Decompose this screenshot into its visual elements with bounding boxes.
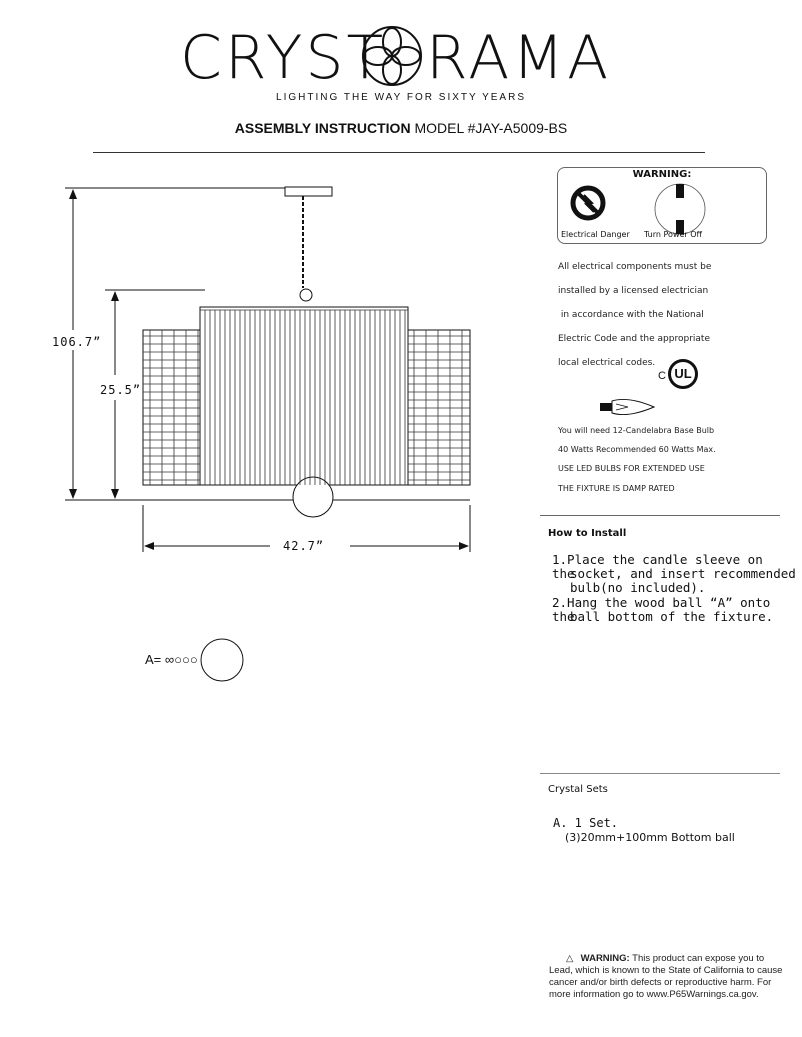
bulb-note: USE LED BULBS FOR EXTENDED USE (558, 464, 705, 473)
page-title (0, 120, 802, 136)
prop65-label: WARNING: (580, 953, 630, 964)
warning-box (557, 167, 767, 244)
crystal-divider (540, 773, 780, 774)
ul-text: UL (674, 366, 692, 381)
ball-a-label: A= ∞○○○ (145, 652, 198, 667)
install-step: 2.Hang the wood ball “A” onto the (552, 595, 771, 624)
install-step: socket, and insert recommended (570, 566, 796, 581)
crystal-set-line: A. 1 Set. (553, 816, 619, 830)
model-number: MODEL #JAY-A5009-BS (414, 120, 568, 136)
electrical-note: local electrical codes. (558, 358, 656, 368)
crystal-set-detail: (3)20mm+100mm Bottom ball (565, 831, 735, 844)
install-step: bulb(no included). (570, 580, 706, 595)
electrical-note: Electric Code and the appropriate (558, 334, 710, 344)
logo-emblem-icon (360, 24, 424, 88)
warning-triangle-icon: △ (566, 953, 574, 964)
bulb-note: You will need 12-Candelabra Base Bulb (558, 426, 715, 435)
install-step: ball bottom of the fixture. (570, 609, 774, 624)
electrical-note: installed by a licensed electrician (558, 286, 709, 296)
warning-title: WARNING: (632, 169, 692, 180)
ul-listed-icon (668, 359, 698, 389)
prop65-warning (549, 953, 784, 1001)
wood-ball-icon (198, 636, 246, 684)
header-divider (93, 152, 705, 153)
fixture-diagram (0, 160, 540, 580)
width-label: 42.7” (283, 539, 325, 553)
height-total-label: 106.7” (52, 335, 102, 349)
ul-c-mark: C (658, 370, 666, 382)
prop65-text: This product can expose you to Lead, which is known to the State of California to cause cancer and/or birth defects or reproductive harm. For more information go to www.P65Warnings.ca.gov. (549, 953, 783, 1000)
bulb-note: 40 Watts Recommended 60 Watts Max. (558, 445, 716, 454)
install-heading: How to Install (548, 528, 627, 539)
turn-power-off-caption: Turn Power Off (644, 230, 703, 239)
electrical-note: in accordance with the National (558, 310, 704, 320)
height-body-label: 25.5” (100, 383, 142, 397)
electrical-danger-icon (570, 185, 606, 221)
logo-text-right: RAMA (426, 23, 612, 93)
electrical-note: All electrical components must be (558, 262, 712, 272)
power-off-icon (653, 182, 707, 236)
logo-tagline: LIGHTING THE WAY FOR SIXTY YEARS (276, 92, 526, 103)
crystal-heading: Crystal Sets (548, 784, 608, 795)
title-bold: ASSEMBLY INSTRUCTION (234, 120, 411, 136)
electrical-danger-caption: Electrical Danger (561, 230, 630, 239)
install-divider (540, 515, 780, 516)
install-step: 1.Place the candle sleeve on the (552, 552, 763, 581)
logo-text-left: CRYST (180, 23, 387, 93)
candelabra-bulb-icon (598, 398, 658, 416)
bulb-note: THE FIXTURE IS DAMP RATED (558, 484, 675, 493)
